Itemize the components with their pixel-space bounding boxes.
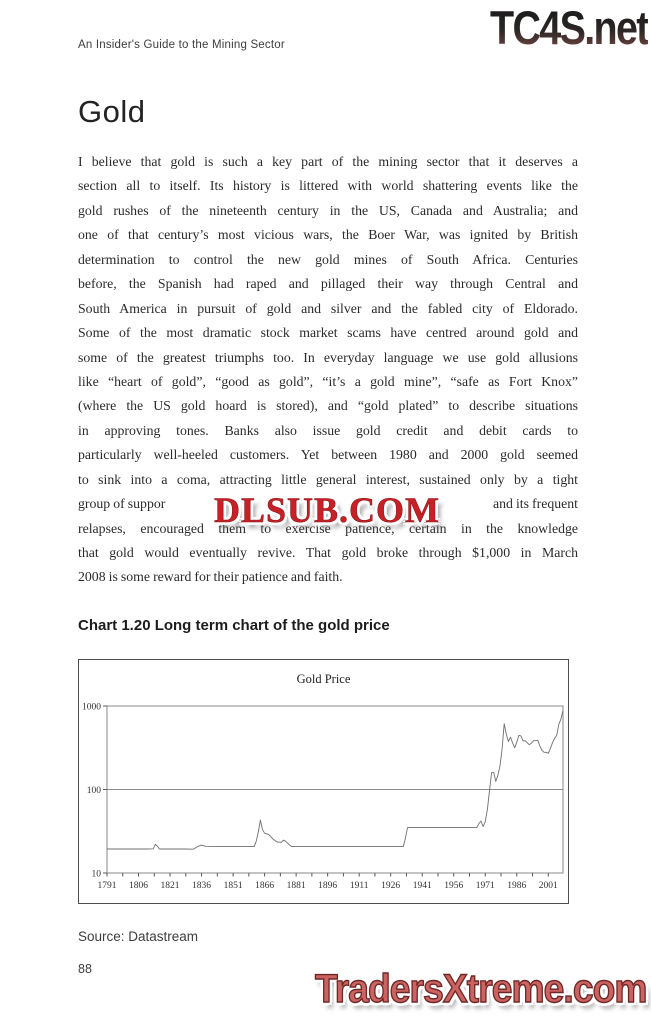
- svg-text:1941: 1941: [412, 881, 432, 891]
- svg-text:1971: 1971: [475, 881, 495, 891]
- svg-text:1000: 1000: [82, 702, 101, 713]
- chart-title: Gold Price: [296, 672, 351, 686]
- body-line: some of the greatest triumphs too. In everyday language we use gold allusions: [78, 349, 578, 365]
- body-line: that gold would eventually revive. That gold broke through $1,000 in March: [78, 545, 578, 560]
- svg-text:100: 100: [86, 786, 101, 796]
- svg-text:2001: 2001: [538, 881, 558, 891]
- body-line: (where the US gold hoard is stored), and “gold plated” to describe situations: [78, 398, 578, 414]
- svg-text:1896: 1896: [318, 881, 338, 891]
- page-title: Gold: [78, 94, 146, 129]
- body-line: gold rushes of the nineteenth century in the US, Canada and Australia; and: [78, 202, 578, 218]
- body-line: relapses, encouraged them to exercise patience, certain in the knowledge: [78, 520, 578, 536]
- tc4s-watermark-logo: TC4S.net: [490, 1, 648, 54]
- body-line: 2008 is some reward for their patience and faith.: [78, 569, 343, 585]
- body-line: particularly well-heeled customers. Yet between 1980 and 2000 gold seemed: [78, 447, 578, 463]
- svg-text:1926: 1926: [381, 881, 401, 891]
- body-line: before, the Spanish had raped and pillaged their way through Central and: [78, 276, 578, 292]
- svg-text:1866: 1866: [255, 881, 275, 891]
- svg-text:1836: 1836: [192, 881, 212, 891]
- body-line: South America in pursuit of gold and silver and the fabled city of Eldorado.: [78, 300, 578, 316]
- body-line: to sink into a coma, attracting little general interest, sustained only by a tight: [78, 471, 578, 487]
- body-line: in approving tones. Banks also issue gold credit and debit cards to: [78, 422, 578, 438]
- svg-text:1851: 1851: [223, 881, 243, 891]
- svg-text:1881: 1881: [286, 881, 306, 891]
- tradersxtreme-watermark-logo: TradersXtreme.com: [315, 967, 647, 1011]
- body-line: I believe that gold is such a key part of the mining sector that it deserves a: [78, 154, 578, 169]
- svg-text:1911: 1911: [349, 881, 369, 891]
- svg-text:1986: 1986: [507, 881, 527, 891]
- body-line: one of that century’s most vicious wars, the Boer War, was ignited by British: [78, 227, 578, 243]
- body-line-fragment-right: and its frequent: [492, 496, 578, 512]
- svg-text:1791: 1791: [97, 881, 117, 891]
- svg-text:10: 10: [91, 869, 101, 880]
- running-head: An Insider's Guide to the Mining Sector: [78, 39, 285, 51]
- gold-price-chart: [78, 659, 569, 904]
- body-line: like “heart of gold”, “good as gold”, “it’s a gold mine”, “safe as Fort Knox”: [78, 373, 578, 389]
- svg-text:1806: 1806: [129, 881, 149, 891]
- chart-source: Source: Datastream: [78, 929, 199, 944]
- gold-price-chart-svg: [79, 660, 568, 903]
- svg-text:1821: 1821: [160, 881, 180, 891]
- body-line: Some of the most dramatic stock market scams have centred around gold and: [78, 325, 578, 341]
- body-line: section all to itself. Its history is littered with world shattering events like the: [78, 178, 578, 194]
- svg-text:1956: 1956: [444, 881, 464, 891]
- page-number: 88: [78, 962, 92, 976]
- dlsub-watermark-logo: DLSUB.COM: [213, 490, 441, 530]
- body-line-fragment-left: group of suppor: [78, 496, 166, 512]
- chart-caption: Chart 1.20 Long term chart of the gold price: [78, 617, 390, 634]
- body-line: determination to control the new gold mines of South Africa. Centuries: [78, 251, 578, 267]
